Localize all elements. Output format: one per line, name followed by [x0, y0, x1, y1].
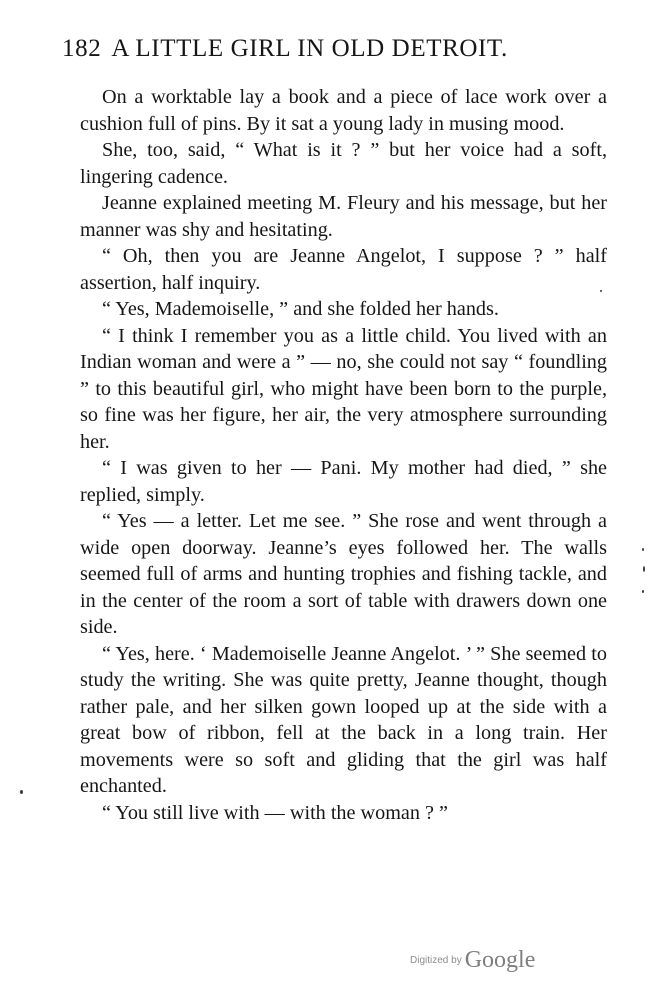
scan-speck [642, 590, 644, 593]
paragraph: Jeanne explained meeting M. Fleury and his message, but her manner was shy and hesitating. [80, 192, 607, 241]
scan-speck [643, 566, 645, 572]
scan-speck [20, 790, 23, 794]
paragraph: “ Oh, then you are Jeanne Angelot, I suppose ? ” half assertion, half inquiry. [80, 245, 607, 294]
google-logo: Google [464, 947, 536, 973]
paragraph: She, too, said, “ What is it ? ” but her voice had a soft, lingering cadence. [80, 139, 607, 188]
scan-speck [600, 290, 602, 292]
paragraph: “ I think I remember you as a little child. You lived with an Indian woman and were a ” — no, she could not say “ foundling ” to this beautiful girl, who might have been born to the purple, so fine was her figure, her air, the very atmosphere surrounding her. [80, 324, 607, 453]
paragraph: “ Yes, here. ‘ Mademoiselle Jeanne Angelot. ’ ” She seemed to study the writing. She was quite pretty, Jeanne thought, though rather pale, and her silken gown looped up at the side with a great bow of ribbon, fell at the back in a long train. Her movements were so soft and gliding that the girl was half enchanted. [80, 642, 607, 797]
paragraph: “ You still live with — with the woman ? ” [102, 801, 448, 824]
paragraph: “ Yes — a letter. Let me see. ” She rose and went through a wide open doorway. Jeanne’s eyes followed her. The walls seemed full of arms and hunting trophies and fishing tackle, and in the center of the room a sort of table with drawers down one side. [80, 510, 607, 638]
page-number: 182 [62, 35, 102, 62]
paragraph: “ Yes, Mademoiselle, ” and she folded her hands. [102, 298, 499, 320]
digitized-by-label: Digitized by [410, 955, 462, 966]
running-title: A LITTLE GIRL IN OLD DETROIT. [111, 35, 508, 62]
digitization-watermark [410, 946, 535, 977]
scan-speck [642, 548, 644, 551]
paragraph: “ I was given to her — Pani. My mother had died, ” she replied, simply. [80, 457, 607, 506]
running-header [62, 34, 622, 64]
body-text [80, 84, 607, 826]
paragraph: On a worktable lay a book and a piece of lace work over a cushion full of pins. By it sat a young lady in musing mood. [80, 86, 607, 135]
